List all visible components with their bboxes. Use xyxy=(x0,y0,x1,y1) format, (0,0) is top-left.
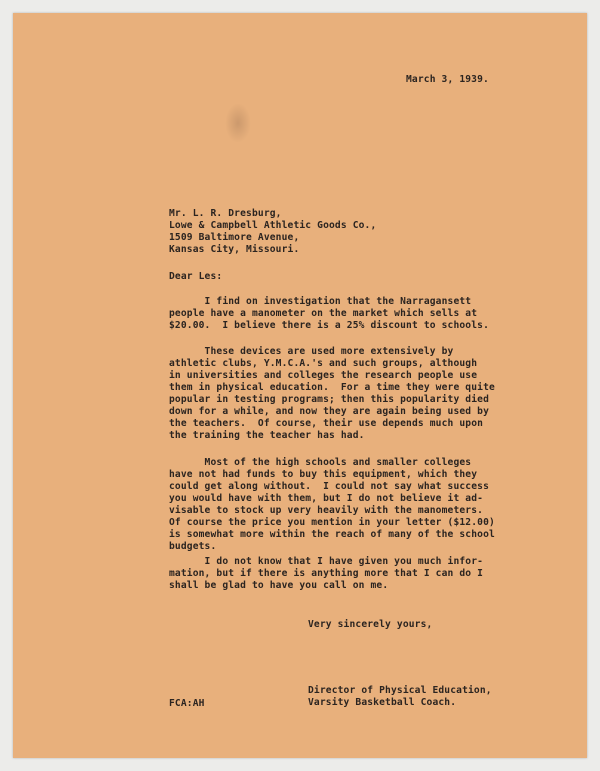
body-line: visable to stock up very heavily with the manometers. xyxy=(169,505,484,516)
body-line: Most of the high schools and smaller colleges xyxy=(169,457,472,468)
address-line: Lowe & Campbell Athletic Goods Co., xyxy=(169,220,377,231)
body-line: These devices are used more extensively by xyxy=(169,346,454,357)
body-line: athletic clubs, Y.M.C.A.'s and such groups, although xyxy=(169,358,478,369)
salutation: Dear Les: xyxy=(169,271,223,282)
body-line: is somewhat more within the reach of many of the school xyxy=(169,529,495,540)
body-line: down for a while, and now they are again being used by xyxy=(169,406,489,417)
body-line: the training the teacher has had. xyxy=(169,430,365,441)
body-line: popular in testing programs; then this popularity died xyxy=(169,394,489,405)
body-line: could get along without. I could not say what success xyxy=(169,481,489,492)
letter-page xyxy=(13,13,587,758)
body-line: Of course the price you mention in your letter ($12.00) xyxy=(169,517,495,528)
body-line: the teachers. Of course, their use depends much upon xyxy=(169,418,484,429)
body-line: in universities and colleges the research people use xyxy=(169,370,478,381)
address-line: Kansas City, Missouri. xyxy=(169,244,300,255)
body-line: budgets. xyxy=(169,541,217,552)
address-line: 1509 Baltimore Avenue, xyxy=(169,232,300,243)
body-line: have not had funds to buy this equipment, which they xyxy=(169,469,478,480)
body-line: I find on investigation that the Narragansett xyxy=(169,296,472,307)
body-line: people have a manometer on the market which sells at xyxy=(169,308,478,319)
body-line: $20.00. I believe there is a 25% discount to schools. xyxy=(169,320,489,331)
body-line: shall be glad to have you call on me. xyxy=(169,580,389,591)
complimentary-closing: Very sincerely yours, xyxy=(308,619,433,630)
reference-initials: FCA:AH xyxy=(169,698,205,709)
ink-smudge xyxy=(225,103,251,143)
body-line: them in physical education. For a time they were quite xyxy=(169,382,495,393)
body-line: you would have with them, but I do not believe it ad- xyxy=(169,493,484,504)
body-line: I do not know that I have given you much infor- xyxy=(169,556,484,567)
signature-line: Director of Physical Education, xyxy=(308,685,492,696)
body-line: mation, but if there is anything more that I can do I xyxy=(169,568,484,579)
letter-date: March 3, 1939. xyxy=(406,74,489,85)
address-line: Mr. L. R. Dresburg, xyxy=(169,208,282,219)
signature-line: Varsity Basketball Coach. xyxy=(308,697,457,708)
